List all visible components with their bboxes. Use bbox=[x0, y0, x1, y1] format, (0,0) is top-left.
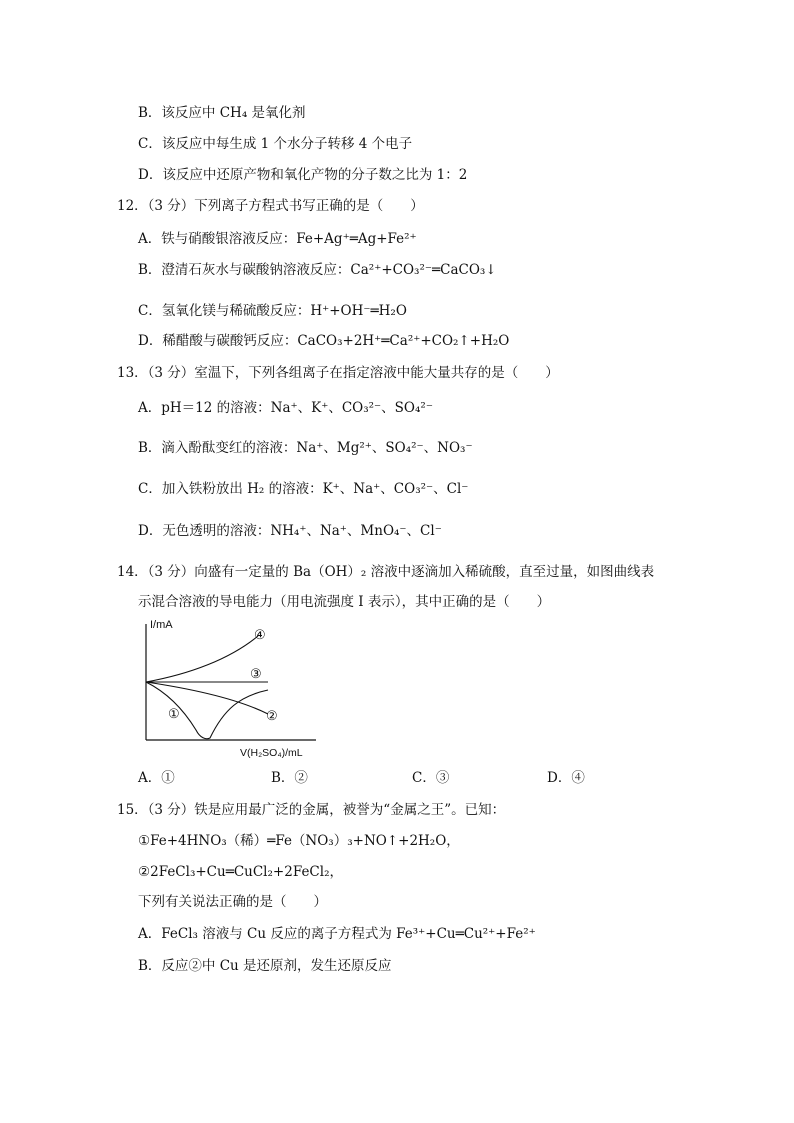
q12-option-d: D．稀醋酸与碳酸钙反应：CaCO₃+2H⁺═Ca²⁺+CO₂↑+H₂O bbox=[138, 333, 510, 349]
curve-1-label: ① bbox=[168, 706, 180, 721]
curve-4 bbox=[146, 636, 258, 682]
q14-option-b: B．② bbox=[271, 770, 308, 786]
q13-option-c: C．加入铁粉放出 H₂ 的溶液：K⁺、Na⁺、CO₃²⁻、Cl⁻ bbox=[138, 481, 469, 497]
q14-stem-line1: 14．（3 分）向盛有一定量的 Ba（OH）₂ 溶液中逐滴加入稀硫酸，直至过量，如图曲线表 bbox=[117, 564, 655, 580]
q15-option-a: A．FeCl₃ 溶液与 Cu 反应的离子方程式为 Fe³⁺+Cu═Cu²⁺+Fe²⁺ bbox=[138, 926, 536, 942]
q14-option-a: A．① bbox=[138, 770, 175, 786]
q15-equation-2: ②2FeCl₃+Cu═CuCl₂+2FeCl₂， bbox=[138, 864, 343, 880]
conductivity-graph bbox=[140, 614, 340, 759]
x-axis-label: V(H₂SO₄)/mL bbox=[240, 747, 303, 759]
q15-option-b: B．反应②中 Cu 是还原剂，发生还原反应 bbox=[138, 958, 392, 974]
q11-option-b: B．该反应中 CH₄ 是氧化剂 bbox=[138, 105, 306, 121]
q13-option-d: D．无色透明的溶液：NH₄⁺、Na⁺、MnO₄⁻、Cl⁻ bbox=[138, 523, 442, 539]
q12-option-b: B．澄清石灰水与碳酸钠溶液反应：Ca²⁺+CO₃²⁻═CaCO₃↓ bbox=[138, 262, 497, 278]
q13-option-a: A．pH＝12 的溶液：Na⁺、K⁺、CO₃²⁻、SO₄²⁻ bbox=[138, 400, 433, 416]
curve-2-label: ② bbox=[266, 708, 278, 723]
q15-stem: 15．（3 分）铁是应用最广泛的金属，被誉为“金属之王”。已知： bbox=[117, 802, 506, 818]
curve-1 bbox=[146, 682, 268, 739]
curve-3-label: ③ bbox=[250, 666, 262, 681]
q11-option-c: C．该反应中每生成 1 个水分子转移 4 个电子 bbox=[138, 136, 413, 152]
q14-answer-options bbox=[138, 766, 658, 788]
q14-option-c: C．③ bbox=[412, 770, 450, 786]
curve-2 bbox=[146, 682, 268, 714]
q14-option-d: D．④ bbox=[547, 770, 585, 786]
q14-stem-line2: 示混合溶液的导电能力（用电流强度 I 表示），其中正确的是（ ） bbox=[138, 594, 551, 610]
curve-4-label: ④ bbox=[254, 627, 266, 642]
q12-stem: 12．（3 分）下列离子方程式书写正确的是（ ） bbox=[117, 198, 424, 214]
y-axis-label: I/mA bbox=[150, 619, 173, 631]
q15-prompt: 下列有关说法正确的是（ ） bbox=[138, 894, 327, 910]
q13-stem: 13．（3 分）室温下，下列各组离子在指定溶液中能大量共存的是（ ） bbox=[117, 365, 559, 381]
q12-option-c: C．氢氧化镁与稀硫酸反应：H⁺+OH⁻═H₂O bbox=[138, 303, 407, 319]
q12-option-a: A．铁与硝酸银溶液反应：Fe+Ag⁺═Ag+Fe²⁺ bbox=[138, 231, 417, 247]
q15-equation-1: ①Fe+4HNO₃（稀）═Fe（NO₃）₃+NO↑+2H₂O， bbox=[138, 833, 460, 849]
q13-option-b: B．滴入酚酞变红的溶液：Na⁺、Mg²⁺、SO₄²⁻、NO₃⁻ bbox=[138, 440, 473, 456]
q11-option-d: D．该反应中还原产物和氧化产物的分子数之比为 1：2 bbox=[138, 167, 468, 183]
